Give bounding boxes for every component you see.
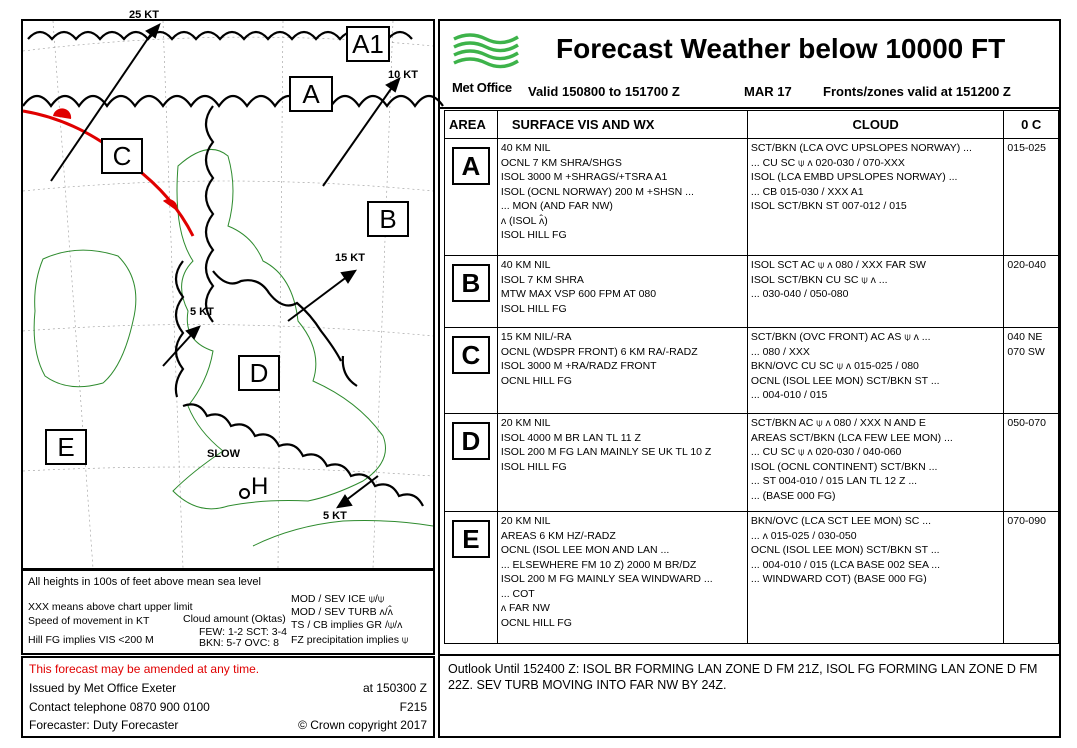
cloud-line: ISOL (LCA EMBD UPSLOPES NORWAY) ... (750, 171, 958, 183)
wind-speed-label: 25 KT (129, 9, 159, 21)
ireland-coast (34, 250, 136, 387)
vis-line: OCNL (WDSPR FRONT) 6 KM RA/-RADZ (500, 345, 698, 358)
cloud-line: ISOL (OCNL CONTINENT) SCT/BKN ... (750, 460, 938, 473)
vis-line: ʌ (ISOL ʌ̂) (500, 214, 548, 227)
cloud-cell (747, 414, 1003, 512)
cloud-line: OCNL (ISOL LEE MON) SCT/BKN ST ... (750, 544, 940, 556)
zone-label-a: A (289, 76, 333, 112)
cloud-line: ... CU SC ⍦ ʌ 020-030 / 070-XXX (750, 156, 905, 169)
vis-line: 40 KM NIL (500, 142, 551, 154)
fz-cell (1004, 328, 1059, 414)
cloud-line: ... WINDWARD COT) (BASE 000 FG) (750, 573, 927, 585)
fronts-valid: Fronts/zones valid at 151200 Z (823, 84, 1011, 99)
wind-speed-label: 15 KT (335, 252, 365, 264)
legend-ice-label: MOD / SEV ICE (291, 593, 366, 605)
vis-line: ISOL 200 M FG MAINLY SEA WINDWARD ... (500, 573, 713, 585)
cloud-line: ISOL SCT/BKN CU SC ⍦ ʌ ... (750, 273, 888, 286)
table-header-row (445, 111, 1059, 139)
legend-heights: All heights in 100s of feet above mean sea level (28, 576, 261, 588)
cloud-cell (747, 328, 1003, 414)
legend-ts-cb (291, 619, 402, 632)
legend-ts-cb-label: TS / CB implies GR (291, 619, 383, 631)
map-grid (23, 21, 433, 568)
header-divider (440, 107, 1059, 109)
france-coast (253, 521, 433, 546)
area-label: A (452, 147, 490, 185)
fz-cell (1004, 139, 1059, 256)
vis-line: ISOL 3000 M +SHRAGS/+TSRA A1 (500, 171, 668, 183)
vis-cell (497, 139, 747, 256)
cloud-line: SCT/BKN (OVC FRONT) AC AS ⍦ ʌ ... (750, 331, 931, 343)
vis-line: ISOL 4000 M BR LAN TL 11 Z (500, 431, 641, 444)
table-row (445, 139, 1059, 256)
turbulence-icon: ʌ/ʌ̂ (379, 606, 393, 618)
high-pressure-label: H (251, 473, 269, 500)
vis-line: ISOL 200 M FG LAN MAINLY SE UK TL 10 Z (500, 446, 712, 458)
chart-code: F215 (399, 700, 427, 714)
vis-line: AREAS 6 KM HZ/-RADZ (500, 529, 616, 542)
cloud-cell (747, 139, 1003, 256)
table-row (445, 256, 1059, 328)
area-label: E (452, 520, 490, 558)
cloud-line: ISOL SCT AC ⍦ ʌ 080 / XXX FAR SW (750, 259, 926, 271)
column-header: SURFACE VIS AND WX (497, 111, 747, 139)
cloud-line: SCT/BKN AC ⍦ ʌ 080 / XXX N AND E (750, 417, 926, 429)
vis-line: ... ELSEWHERE FM 10 Z) 2000 M BR/DZ (500, 558, 697, 571)
copyright: © Crown copyright 2017 (298, 718, 427, 732)
vis-cell (497, 414, 747, 512)
table-row (445, 328, 1059, 414)
cloud-line: ... ST 004-010 / 015 LAN TL 12 Z ... (750, 475, 918, 487)
legend-few-sct: FEW: 1-2 SCT: 3-4 (199, 626, 287, 638)
vis-line: ISOL 7 KM SHRA (500, 273, 584, 286)
vis-line: ISOL 3000 M +RA/RADZ FRONT (500, 360, 657, 372)
legend-panel (21, 569, 435, 655)
area-cell (445, 414, 498, 512)
ice-icon: ⍦/⍦ (368, 593, 385, 605)
legend-hill-fg: Hill FG implies VIS <200 M (28, 634, 154, 646)
great-britain-coast (173, 149, 386, 508)
map-canvas (23, 21, 433, 568)
legend-bkn-ovc: BKN: 5-7 OVC: 8 (199, 637, 279, 649)
forecast-table-body (445, 139, 1059, 644)
fz-line: 020-040 (1007, 259, 1046, 271)
issued-time: at 150300 Z (362, 681, 427, 695)
wind-speed-label: 5 KT (323, 510, 347, 522)
fz-cell (1004, 414, 1059, 512)
outlook-divider (440, 654, 1059, 656)
thunderstorm-icon: /⍦/ʌ (384, 619, 403, 631)
vis-cell (497, 512, 747, 644)
legend-fz-label: FZ precipitation implies (291, 634, 399, 646)
issue-panel (21, 656, 435, 738)
cloud-line: AREAS SCT/BKN (LCA FEW LEE MON) ... (750, 431, 953, 444)
vis-line: OCNL 7 KM SHRA/SHGS (500, 156, 622, 169)
area-label: B (452, 264, 490, 302)
vis-line: ISOL HILL FG (500, 229, 567, 241)
vis-line: MTW MAX VSP 600 FPM AT 080 (500, 288, 657, 300)
page-title: Forecast Weather below 10000 FT (556, 33, 1006, 64)
fz-line: 070-090 (1007, 515, 1046, 527)
area-cell (445, 139, 498, 256)
cloud-line: ... CU SC ⍦ ʌ 020-030 / 040-060 (750, 446, 902, 458)
area-label: D (452, 422, 490, 460)
vis-line: ISOL HILL FG (500, 460, 567, 473)
cloud-cell (747, 512, 1003, 644)
zone-label-b: B (367, 201, 409, 237)
wind-speed-label: 10 KT (388, 69, 418, 81)
vis-cell (497, 256, 747, 328)
cloud-line: ... CB 015-030 / XXX A1 (750, 185, 864, 198)
column-header: CLOUD (747, 111, 1003, 139)
legend-turb-label: MOD / SEV TURB (291, 606, 377, 618)
vis-line: OCNL (ISOL LEE MON AND LAN ... (500, 544, 670, 556)
vis-line: ISOL HILL FG (500, 302, 567, 315)
wind-speed-label: 5 KT (190, 306, 214, 318)
legend-ice (291, 593, 384, 606)
fz-cell (1004, 256, 1059, 328)
column-header: AREA (445, 111, 498, 139)
table-row (445, 512, 1059, 644)
legend-xxx: XXX means above chart upper limit (28, 601, 193, 613)
vis-line: OCNL HILL FG (500, 374, 572, 387)
contact-phone: Contact telephone 0870 900 0100 (29, 700, 210, 714)
met-office-logo-text: Met Office (452, 80, 512, 95)
area-cell (445, 256, 498, 328)
fz-line: 015-025 (1007, 142, 1046, 154)
cloud-line: ISOL SCT/BKN ST 007-012 / 015 (750, 200, 907, 212)
table-row (445, 414, 1059, 512)
legend-fz (291, 634, 408, 647)
valid-period: Valid 150800 to 151700 Z (528, 84, 680, 99)
cloud-cell (747, 256, 1003, 328)
cloud-line: BKN/OVC CU SC ⍦ ʌ 015-025 / 080 (750, 360, 919, 372)
cloud-line: SCT/BKN (LCA OVC UPSLOPES NORWAY) ... (750, 142, 972, 154)
wind-arrows (51, 25, 399, 507)
cloud-line: ... 030-040 / 050-080 (750, 288, 849, 300)
cloud-line: ... (BASE 000 FG) (750, 489, 836, 502)
met-office-logo-icon (450, 31, 522, 75)
cloud-line: ... 004-010 / 015 (750, 389, 828, 401)
vis-line: OCNL HILL FG (500, 616, 572, 629)
legend-speed: Speed of movement in KT (28, 615, 150, 627)
slow-label: SLOW (207, 448, 240, 460)
vis-line: 40 KM NIL (500, 259, 551, 271)
cloud-line: ... 080 / XXX (750, 345, 810, 358)
freezing-icon: ⍦ (401, 634, 409, 646)
cloud-line: ... ʌ 015-025 / 030-050 (750, 529, 857, 542)
zone-label-a1: A1 (346, 26, 390, 62)
fz-line: 050-070 (1007, 417, 1046, 429)
legend-cloud-amount: Cloud amount (Oktas) (183, 613, 286, 625)
area-cell (445, 328, 498, 414)
outlook-text: Outlook Until 152400 Z: ISOL BR FORMING LAN ZONE D FM 21Z, ISOL FG FORMING LAN ZONE D FM 22Z. SEV TURB MOVING INTO FAR NW BY 24Z. (448, 662, 1038, 692)
zone-label-c: C (101, 138, 143, 174)
cloud-line: ... 004-010 / 015 (LCA BASE 002 SEA ... (750, 558, 941, 571)
vis-line: 20 KM NIL (500, 515, 551, 527)
forecaster: Forecaster: Duty Forecaster (29, 718, 179, 732)
vis-line: ... COT (500, 587, 535, 600)
area-label: C (452, 336, 490, 374)
forecast-date: MAR 17 (744, 84, 792, 99)
forecast-panel (438, 19, 1061, 738)
vis-line: ʌ FAR NW (500, 602, 550, 614)
pressure-centre-circle (239, 488, 250, 499)
amend-notice: This forecast may be amended at any time. (29, 662, 260, 676)
fz-line: 070 SW (1007, 345, 1045, 358)
forecast-table (444, 110, 1059, 644)
cloud-line: OCNL (ISOL LEE MON) SCT/BKN ST ... (750, 374, 940, 387)
vis-cell (497, 328, 747, 414)
vis-line: ISOL (OCNL NORWAY) 200 M +SHSN ... (500, 185, 694, 198)
vis-line: 20 KM NIL (500, 417, 551, 429)
vis-line: 15 KM NIL/-RA (500, 331, 572, 343)
vis-line: ... MON (AND FAR NW) (500, 200, 613, 212)
zone-label-d: D (238, 355, 280, 391)
column-header: 0 C (1004, 111, 1059, 139)
forecast-map (21, 9, 435, 570)
fz-cell (1004, 512, 1059, 644)
area-cell (445, 512, 498, 644)
zone-label-e: E (45, 429, 87, 465)
legend-turb (291, 606, 393, 618)
issued-by: Issued by Met Office Exeter (29, 681, 177, 695)
fz-line: 040 NE (1007, 331, 1043, 343)
cloud-line: BKN/OVC (LCA SCT LEE MON) SC ... (750, 515, 932, 527)
